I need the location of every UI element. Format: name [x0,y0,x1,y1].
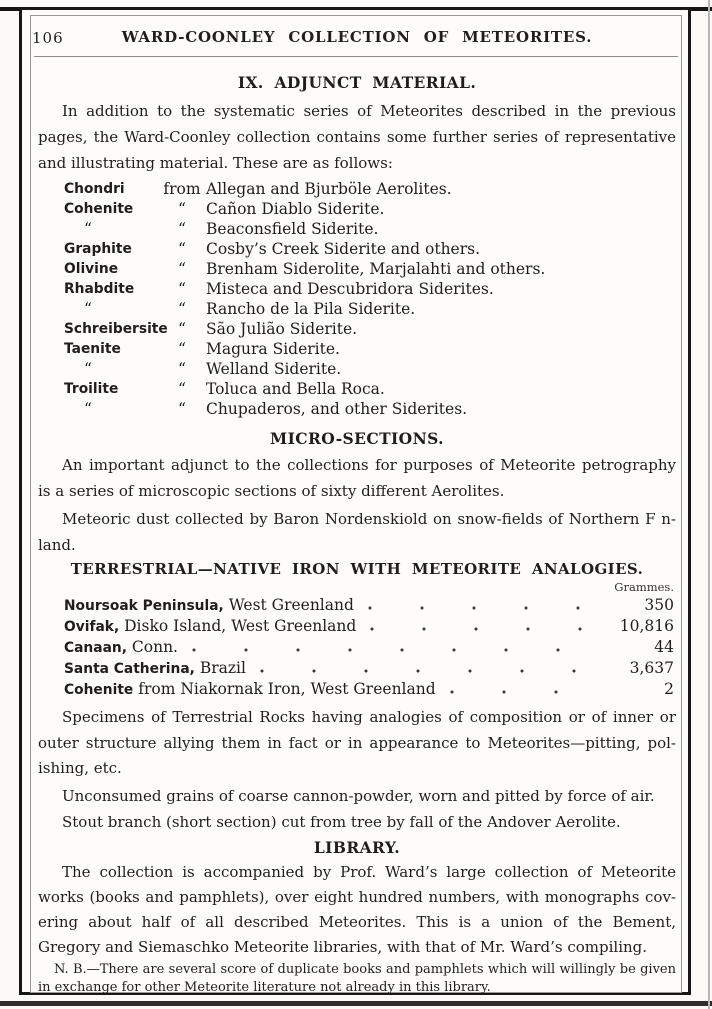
paragraph-line: An important adjunct to the collections for purposes of Meteorite petrography [62,456,676,474]
material-list-row [38,339,676,359]
dot-leader [450,690,602,694]
material-name-ditto: “ [84,400,92,418]
material-list-row [38,279,676,299]
specimen-name: Cohenite [64,682,134,698]
specimen-row [38,658,676,679]
material-name-ditto: “ [84,300,92,318]
specimen-row [38,679,676,700]
specimen-name: Noursoak Peninsula, [64,598,224,614]
paragraph-line: Stout branch (short section) cut from tree by fall of the Andover Aerolite. [62,812,621,831]
material-description: Brenham Siderolite, Marjalahti and others. [206,260,546,278]
material-name: Chondri [64,181,125,197]
material-from: “ [178,360,186,378]
paragraph-line: Specimens of Terrestrial Rocks having analogies of composition or of inner or [62,708,676,726]
paragraph-line: is a series of microscopic sections of sixty different Aerolites. [38,482,505,500]
material-list-row [38,219,676,239]
material-from: “ [178,220,186,238]
material-list-row [38,399,676,419]
specimen-label [38,658,246,679]
specimen-locality: Brazil [199,659,246,677]
dot-leader [260,669,602,673]
material-name-ditto: “ [84,360,92,378]
paragraph-line: In addition to the systematic series of Meteorites described in the previous [62,102,676,120]
specimen-label [38,637,178,658]
material-from: “ [178,300,186,318]
material-description: São Julião Siderite. [206,320,358,338]
material-list-row [38,359,676,379]
paragraph-line: land. [38,536,76,554]
page-content [32,20,676,997]
specimen-locality: West Greenland [228,596,354,614]
specimen-locality: from Niakornak Iron, West Greenland [138,680,436,698]
cannon-powder-paragraph [38,784,676,809]
material-name: Olivine [64,261,119,277]
material-description: Chupaderos, and other Siderites. [206,400,468,418]
material-name: Troilite [64,381,119,397]
material-description: Welland Siderite. [206,360,342,378]
specimen-name: Santa Catherina, [64,661,195,677]
material-list-row [38,259,676,279]
material-description: Cañon Diablo Siderite. [206,200,385,218]
material-description: Toluca and Bella Roca. [206,380,385,398]
section-heading-terrestrial: TERRESTRIAL—NATIVE IRON WITH METEORITE ANALOGIES. [70,560,644,578]
specimen-weight: 2 [664,680,674,698]
material-description: Misteca and Descubridora Siderites. [206,280,494,298]
material-from: from [163,180,201,198]
scan-bottom-band [0,1001,712,1006]
paragraph-line: Meteoric dust collected by Baron Nordenskiold on snow-fields of Northern F n- [62,510,676,528]
adjunct-material-list [38,179,676,419]
specimen-weight: 350 [644,596,674,614]
dot-leader [368,606,602,610]
material-list-row [38,299,676,319]
paragraph-line: pages, the Ward-Coonley collection contains some further series of representative [38,128,676,146]
material-list-row [38,239,676,259]
specimen-name: Ovifak, [64,619,120,635]
specimen-label [38,679,436,700]
paragraph-line: ishing, etc. [38,759,122,777]
terrestrial-specimen-table [38,595,676,700]
material-from: “ [178,200,186,218]
page-number: 106 [32,29,64,47]
specimen-locality: Conn. [131,638,178,656]
specimen-row [38,595,676,616]
specimen-label [38,595,354,616]
paragraph-line: The collection is accompanied by Prof. Ward’s large collection of Meteorite [62,862,676,881]
material-list-row [38,179,676,199]
paragraph-line: and illustrating material. These are as follows: [38,154,393,172]
material-name-ditto: “ [84,220,92,238]
specimen-row [38,637,676,658]
running-head [32,20,676,54]
paragraph-line: in exchange for other Meteorite literature not already in this library. [38,979,491,995]
material-description: Allegan and Bjurböle Aerolites. [206,180,452,198]
adjunct-intro-paragraph [38,98,676,176]
andover-branch-paragraph [38,810,676,835]
paragraph-line: Unconsumed grains of coarse cannon-powder, worn and pitted by force of air. [62,786,655,805]
paragraph-line: Gregory and Siemaschko Meteorite libraries, with that of Mr. Ward’s compiling. [38,937,648,956]
material-from: “ [178,340,186,358]
material-name: Cohenite [64,201,134,217]
micro-paragraph-2 [38,506,676,558]
material-from: “ [178,320,186,338]
nota-bene-note [38,961,676,997]
dot-leader [192,648,602,652]
header-rule [34,56,678,57]
material-name: Graphite [64,241,132,257]
material-list-row [38,379,676,399]
material-from: “ [178,280,186,298]
material-description: Cosby’s Creek Siderite and others. [206,240,481,258]
paragraph-line: ering about half of all described Meteorites. This is a union of the Bement, [38,912,676,931]
specimen-weight: 10,816 [619,617,674,635]
specimen-weight: 3,637 [629,659,674,677]
running-title: WARD-COONLEY COLLECTION OF METEORITES. [121,28,593,46]
weight-unit-label: Grammes. [614,580,674,594]
section-heading-library: LIBRARY. [313,837,401,857]
library-paragraph [38,860,676,960]
paragraph-line: N. B.—There are several score of duplicate books and pamphlets which will willingly be given [54,961,676,977]
specimen-label [38,616,356,637]
specimen-row [38,616,676,637]
material-list-row [38,199,676,219]
material-from: “ [178,260,186,278]
material-description: Magura Siderite. [206,340,340,358]
material-name: Taenite [64,341,121,357]
dot-leader [370,627,602,631]
scan-right-edge [708,0,710,1009]
material-description: Rancho de la Pila Siderite. [206,300,416,318]
material-name: Schreibersite [64,321,168,337]
material-from: “ [178,400,186,418]
material-from: “ [178,240,186,258]
specimen-weight: 44 [654,638,674,656]
specimen-name: Canaan, [64,640,127,656]
paragraph-line: outer structure allying them in fact or in appearance to Meteorites—pitting, pol- [38,733,676,752]
material-from: “ [178,380,186,398]
specimen-locality: Disko Island, West Greenland [124,617,357,635]
material-name: Rhabdite [64,281,135,297]
terrestrial-paragraph [38,705,676,782]
micro-paragraph-1 [38,452,676,504]
section-heading-micro-sections: MICRO-SECTIONS. [270,429,444,448]
section-heading-adjunct: IX. ADJUNCT MATERIAL. [237,73,477,92]
material-description: Beaconsfield Siderite. [206,220,379,238]
material-list-row [38,319,676,339]
paragraph-line: works (books and pamphlets), over eight hundred numbers, with monographs cov- [38,887,676,906]
